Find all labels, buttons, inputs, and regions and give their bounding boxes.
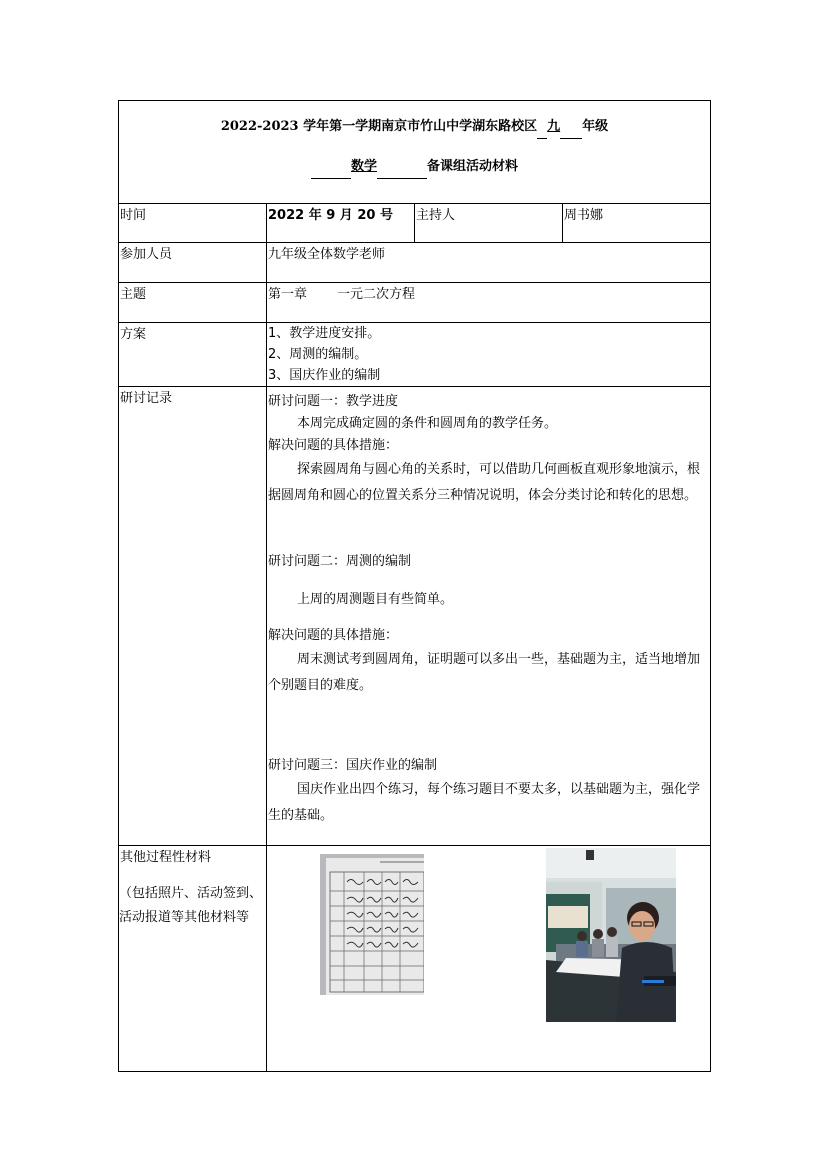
host-value: 周书娜 [564,208,604,223]
topic-label-cell [119,283,267,323]
topic-label: 主题 [120,287,147,302]
record-value-cell [267,387,711,846]
other-note: （包括照片、活动签到、活动报道等其他材料等 [119,886,263,925]
plan-item: 1、教学进度安排。 [268,326,381,341]
title-line-1 [119,115,710,139]
topic-value-cell [267,283,711,323]
plan-label-cell [119,323,267,387]
title-grade: 九 [547,119,561,134]
title-grade-suffix: 年级 [582,119,609,134]
plan-item: 3、国庆作业的编制 [268,368,381,383]
host-label-cell [415,204,563,243]
meeting-photo [546,848,676,1022]
title-cell [119,101,711,204]
time-label-cell [119,204,267,243]
record-label-cell [119,387,267,846]
photos-cell [267,846,711,1072]
q1-measure: 探索圆周角与圆心角的关系时，可以借助几何画板直观形象地演示，根据圆周角和圆心的位置关系分三种情况说明，体会分类讨论和转化的思想。 [268,462,701,503]
host-value-cell [563,204,711,243]
participants-value: 九年级全体数学老师 [268,247,386,262]
participants-value-cell [267,243,711,283]
signin-sheet-photo [320,854,424,995]
time-label: 时间 [120,208,147,223]
other-label: 其他过程性材料 [120,850,212,865]
q1-measure-label: 解决问题的具体措施： [268,438,399,453]
title-line-2 [119,155,710,179]
q3-title: 研讨问题三：国庆作业的编制 [268,758,438,773]
plan-item: 2、周测的编制。 [268,347,368,362]
title-school: 2022-2023 学年第一学期南京市竹山中学湖东路校区 [220,119,538,134]
plan-value-cell [267,323,711,387]
time-value-cell [267,204,415,243]
q2-text: 上周的周测题目有些简单。 [297,592,454,607]
time-value: 2022 年 9 月 20 号 [268,208,393,223]
record-label: 研讨记录 [120,391,173,406]
q2-title: 研讨问题二：周测的编制 [268,554,412,569]
title-activity: 备课组活动材料 [427,159,519,174]
topic-chapter: 第一章 [268,287,308,302]
q1-title: 研讨问题一：教学进度 [268,394,399,409]
plan-label: 方案 [120,327,147,342]
q1-text: 本周完成确定圆的条件和圆周角的教学任务。 [297,416,558,431]
topic-name: 一元二次方程 [337,287,416,302]
q2-measure-label: 解决问题的具体措施： [268,628,399,643]
title-subject: 数学 [350,159,377,174]
participants-label-cell [119,243,267,283]
host-label: 主持人 [416,208,456,223]
other-label-cell [119,846,267,1072]
activity-form-table [118,100,711,1072]
participants-label: 参加人员 [120,247,173,262]
q3-text: 国庆作业出四个练习，每个练习题目不要太多，以基础题为主，强化学生的基础。 [268,782,701,823]
q2-measure: 周末测试考到圆周角，证明题可以多出一些，基础题为主，适当地增加个别题目的难度。 [268,652,701,693]
